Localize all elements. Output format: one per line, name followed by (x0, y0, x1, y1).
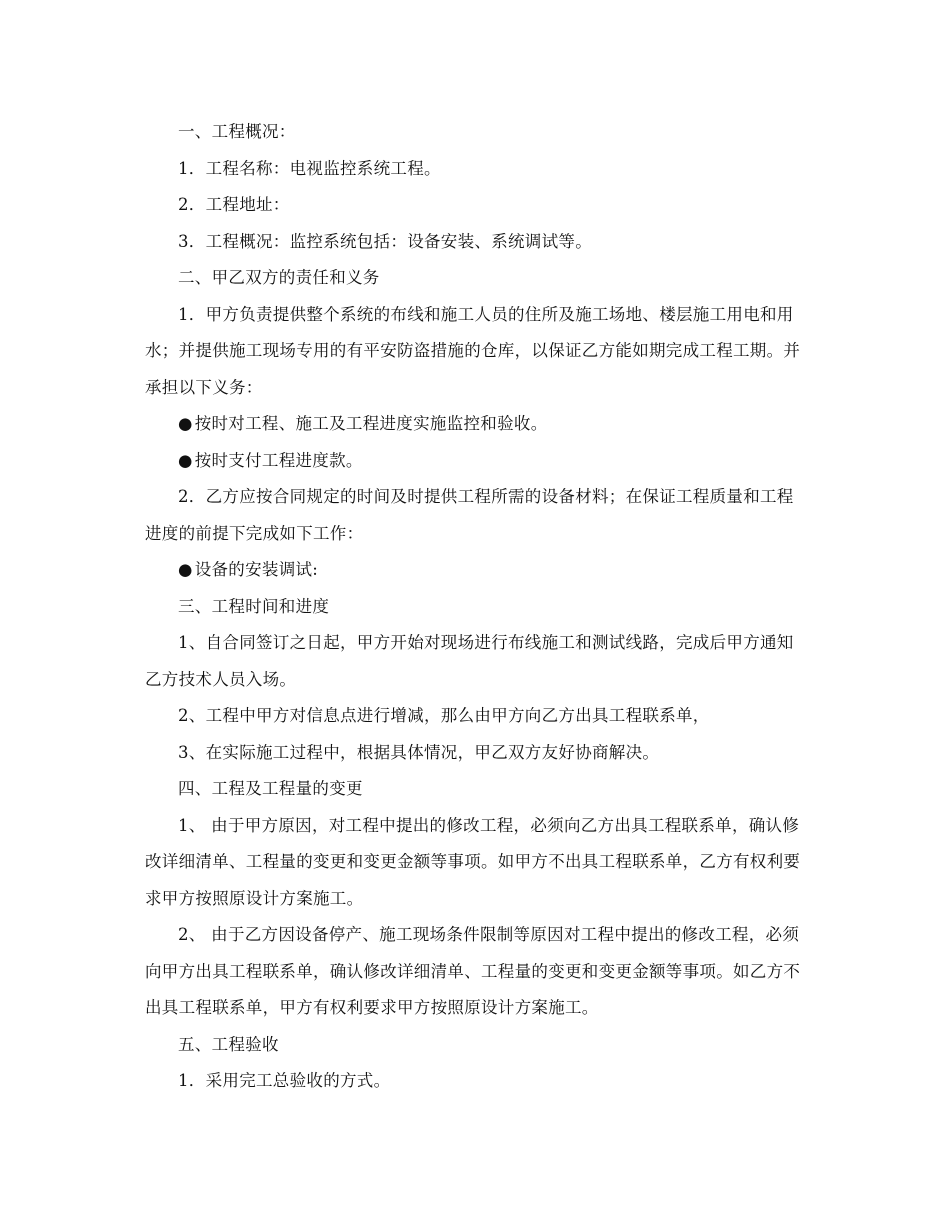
paragraph: 2．工程地址： (178, 195, 290, 214)
paragraph: 1．甲方负责提供整个系统的布线和施工人员的住所及施工场地、楼层施工用电和用水；并提供施工现场专用的有平安防盗措施的仓库，以保证乙方能如期完成工程工期。并承担以下义务： (145, 304, 801, 397)
paragraph: 3．工程概况：监控系统包括：设备安装、系统调试等。 (178, 231, 592, 251)
document-body (145, 114, 807, 1100)
paragraph: 3、在实际施工过程中，根据具体情况，甲乙双方友好协商解决。 (178, 742, 660, 762)
bullet-item: ● 按时支付工程进度款。 (145, 443, 807, 480)
section-heading: 四、工程及工程量的变更 (178, 779, 363, 798)
paragraph: 1．工程名称：电视监控系统工程。 (178, 158, 441, 178)
paragraph: 1、 由于甲方原因，对工程中提出的修改工程，必须向乙方出具工程联系单，确认修改详细清单、工程量的变更和变更金额等事项。如甲方不出具工程联系单，乙方有权利要求甲方按照原设计方案施工。 (145, 815, 801, 908)
paragraph: 2．乙方应按合同规定的时间及时提供工程所需的设备材料；在保证工程质量和工程进度的前提下完成如下工作： (145, 487, 794, 543)
section-heading: 五、工程验收 (178, 1034, 279, 1054)
section-heading: 三、工程时间和进度 (178, 596, 330, 616)
paragraph: 1、自合同签订之日起，甲方开始对现场进行布线施工和测试线路，完成后甲方通知乙方技术人员入场。 (145, 633, 794, 689)
section-heading: 二、甲乙双方的责任和义务 (178, 268, 380, 287)
paragraph: 2、 由于乙方因设备停产、施工现场条件限制等原因对工程中提出的修改工程，必须向甲方出具工程联系单，确认修改详细清单、工程量的变更和变更金额等事项。如乙方不出具工程联系单，甲方有权利要求甲方按照原设计方案施工。 (145, 925, 801, 1017)
section-heading: 一、工程概况： (178, 122, 296, 141)
paragraph: 2、工程中甲方对信息点进行增减，那么由甲方向乙方出具工程联系单， (178, 706, 710, 725)
bullet-item: ● 按时对工程、施工及工程进度实施监控和验收。 (145, 406, 807, 443)
paragraph: 1．采用完工总验收的方式。 (178, 1071, 391, 1090)
bullet-item: ● 设备的安装调试: (145, 552, 807, 589)
